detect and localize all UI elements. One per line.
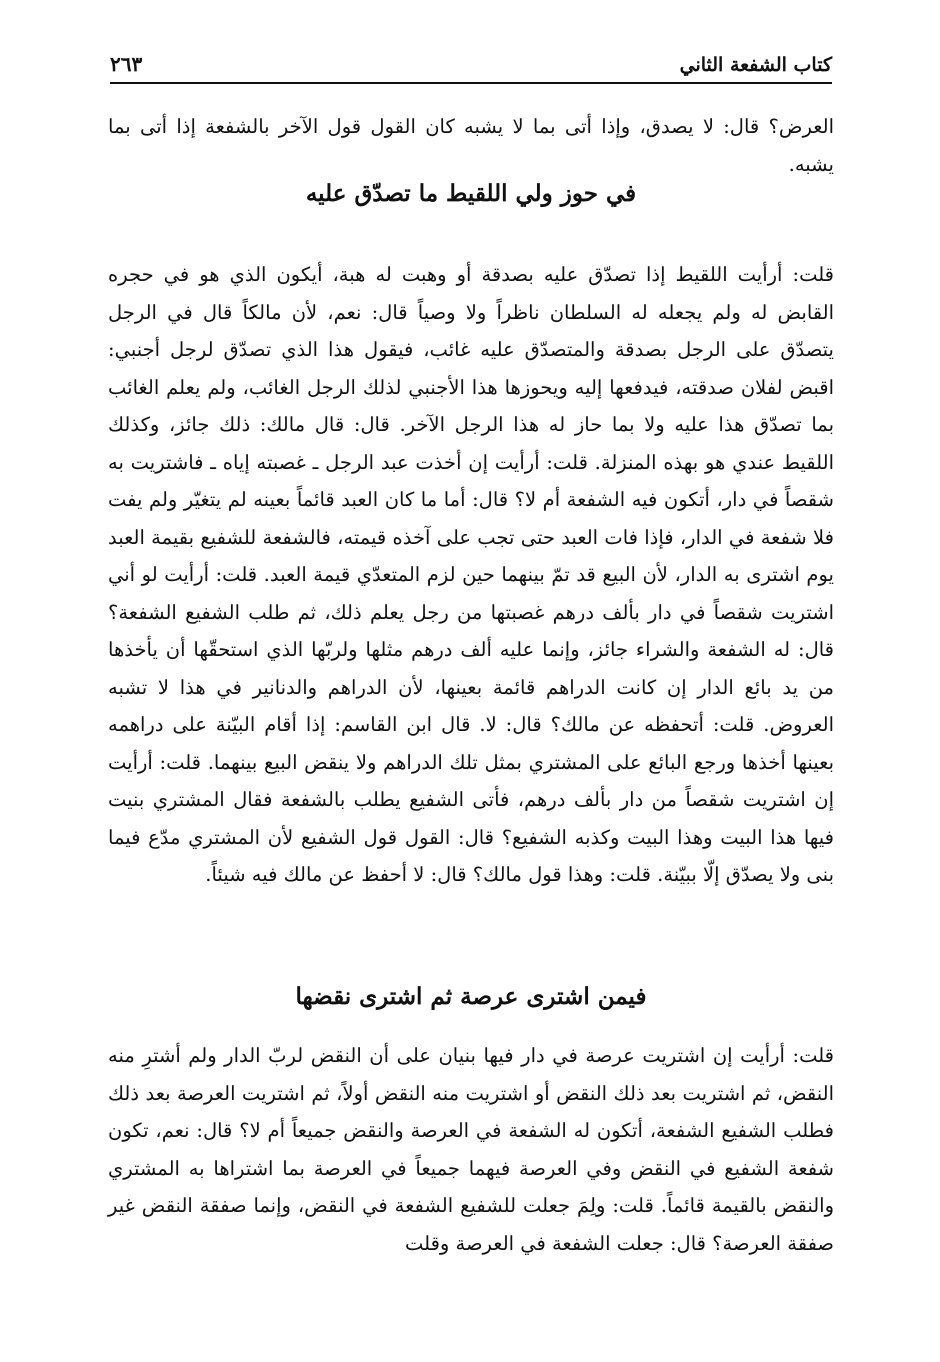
section-heading-2: فيمن اشترى عرصة ثم اشترى نقضها: [295, 983, 647, 1010]
section-heading-1: في حوز ولي اللقيط ما تصدّق عليه: [305, 180, 637, 207]
running-header: [110, 46, 832, 84]
intro-paragraph: العرض؟ قال: لا يصدق، وإذا أتى بما لا يشبه كان القول قول الآخر بالشفعة إذا أتى بما يشبه.: [108, 115, 834, 176]
section-2-paragraph: قلت: أرأيت إن اشتريت عرصة في دار فيها بنيان على أن النقض لربّ الدار ولم أشترِ منه النقض، ثم اشتريت بعد ذلك النقض أو اشتريت منه النقض أولاً، ثم اشتريت العرصة بعد ذلك فطلب الشفيع الشفعة، أتكون له الشفعة في العرصة والنقض جميعاً أم لا؟ قال: نعم، تكون شفعة الشفيع في النقض وفي العرصة فيهما جميعاً في العرصة بما اشتراها به المشتري والنقض بالقيمة قائماً. قلت: ولِمَ جعلت للشفيع الشفعة في النقض، وإنما صفقة النقض غير صفقة العرصة؟ قال: جعلت الشفعة في العرصة وقلت: [108, 1044, 834, 1255]
section-1-paragraph: قلت: أرأيت اللقيط إذا تصدّق عليه بصدقة أو وهبت له هبة، أيكون الذي هو في حجره القابض له ولم يجعله له السلطان ناظراً ولا وصياً قال: نعم، لأن مالكاً قال في الرجل يتصدّق على الرجل بصدقة والمتصدّق عليه غائب، فيقول هذا الذي تصدّق لرجل أجنبي: اقبض لفلان صدقته، فيدفعها إليه ويحوزها هذا الأجنبي لذلك الرجل الغائب، ولم يعلم الغائب بما تصدّق هذا عليه ولا بما حاز له هذا الرجل الآخر. قال: قال مالك: ذلك جائز، وكذلك اللقيط عندي هو بهذه المنزلة. قلت: أرأيت إن أخذت عبد الرجل ـ غصبته إياه ـ فاشتريت به شقصاً في دار، أتكون فيه الشفعة أم لا؟ قال: أما ما كان العبد قائماً بعينه لم يتغيّر ولم يفت فلا شفعة في الدار، فإذا فات العبد حتى تجب على آخذه قيمته، فالشفعة للشفيع بقيمة العبد يوم اشترى به الدار، لأن البيع قد تمّ بينهما حين لزم المتعدّي قيمة العبد. قلت: أرأيت لو أني اشتريت شقصاً في دار بألف درهم غصبتها من رجل يعلم ذلك، ثم طلب الشفيع الشفعة؟ قال: له الشفعة والشراء جائز، وإنما عليه ألف درهم مثلها ولربّها الذي استحقّها أن يأخذها من يد بائع الدار إن كانت الدراهم قائمة بعينها، لأن الدراهم والدنانير في هذا لا تشبه العروض. قلت: أتحفظه عن مالك؟ قال: لا. قال ابن القاسم: إذا أقام البيّنة على دراهمه بعينها أخذها ورجع البائع على المشتري بمثل تلك الدراهم ولا ينقض البيع بينهما. قلت: أرأيت إن اشتريت شقصاً من دار بألف درهم، فأتى الشفيع يطلب بالشفعة فقال المشتري بنيت فيها هذا البيت وهذا البيت وكذبه الشفيع؟ قال: القول قول الشفيع لأن المشتري مدّع فيما بنى ولا يصدّق إلّا ببيّنة. قلت: وهذا قول مالك؟ قال: لا أحفظ عن مالك فيه شيئاً.: [108, 263, 834, 886]
running-title: كتاب الشفعة الثاني: [679, 54, 832, 76]
page-number: ٢٦٣: [110, 52, 143, 76]
